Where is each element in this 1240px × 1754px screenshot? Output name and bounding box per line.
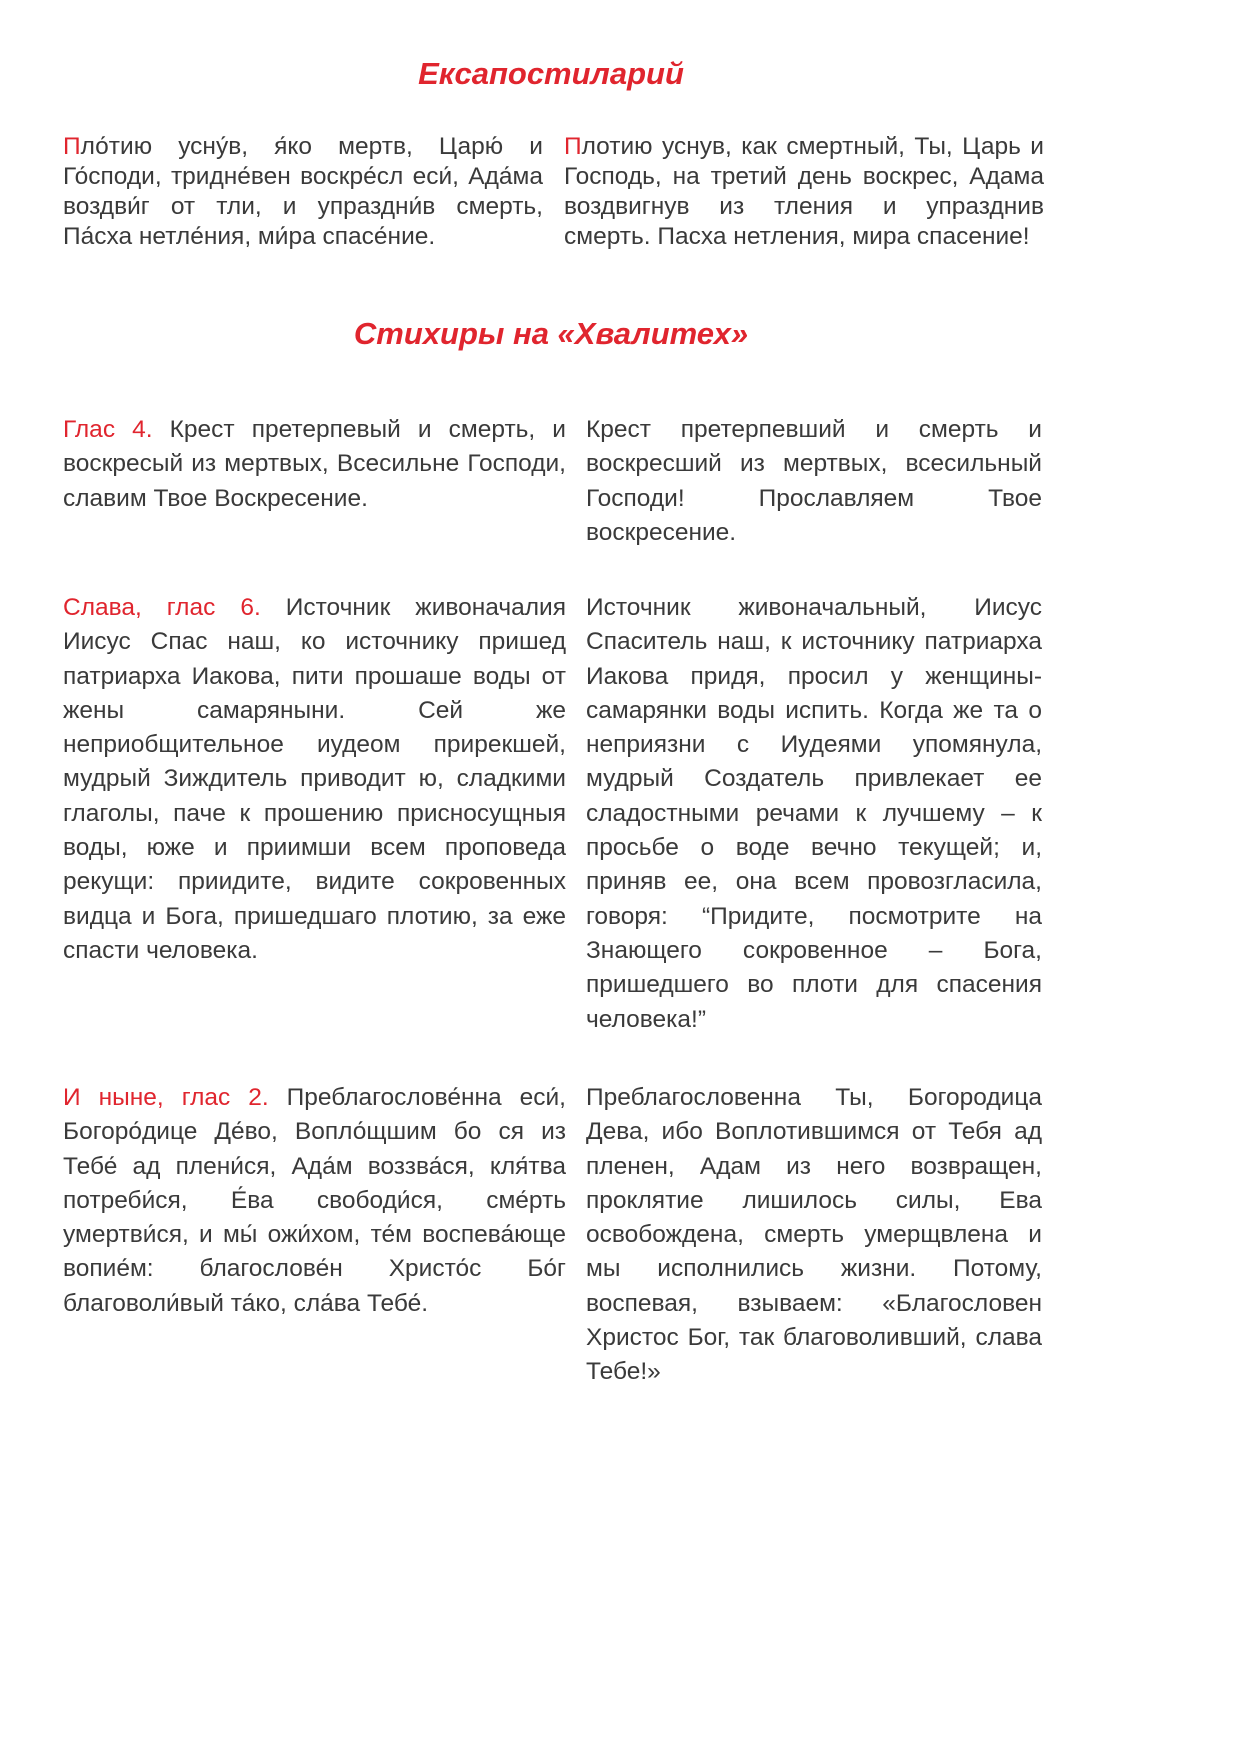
stichera-title: Стихиры на «Хвалитех» <box>353 316 749 351</box>
exapostilarion-russian <box>564 132 1044 252</box>
drop-initial: П <box>564 133 582 160</box>
stichera-block-right <box>586 413 1042 550</box>
stichera-left-text: Источник живоначалия Иисус Спас наш, ко источнику пришед патриарха Иакова, пити прошаше воды от жены самаряныни. Сей же неприобщительное иудеом прирекшей, мудрый Зиждитель приводит ю, сладкими глаголы, паче к прошению присносущныя воды, юже и приимши всем проповеда рекущи: приидите, видите сокровенных видца и Бога, пришедшаго плотию, за еже спасти человека. <box>63 594 566 964</box>
drop-initial: П <box>63 133 81 160</box>
stichera-right-text: Крест претерпевший и смерть и воскресший из мертвых, всесильный Господи! Прославляем Твое воскресение. <box>586 416 1042 546</box>
stichera-left-text: Преблагослове́нна еси́, Богоро́дице Де́во, Вопло́щшим бо ся из Тебе́ ад плени́ся, Ада́м воззва́ся, кля́тва потреби́ся, Е́ва свободи́ся, сме́рть умертви́ся, и мы́ ожи́хом, те́м воспева́юще вопие́м: благослове́н Христо́с Бо́г благоволи́вый та́ко, сла́ва Тебе́. <box>63 1084 566 1317</box>
tone-label: Слава, глас 6. <box>63 594 261 621</box>
stichera-block-right <box>586 591 1042 1037</box>
stichera-block-left <box>63 591 566 968</box>
stichera-right-text: Преблагословенна Ты, Богородица Дева, ибо Воплотившимся от Тебя ад пленен, Адам из него возвращен, проклятие лишилось силы, Ева освобождена, смерть умерщвлена и мы исполнились жизни. Потому, воспевая, взываем: «Благословен Христос Бог, так благоволивший, слава Тебе!» <box>586 1084 1042 1386</box>
exapostilarion-right-text: лотию уснув, как смертный, Ты, Царь и Господь, на третий день воскрес, Адама воздвигнув из тления и упразднив смерть. Пасха нетления, мира спасение! <box>564 133 1044 250</box>
stichera-block-left <box>63 413 566 516</box>
exapostilarion-left-text: ло́тию усну́в, я́ко мертв, Царю́ и Го́споди, тридне́вен воскре́сл еси́, Ада́ма воздви́г от тли, и упраздни́в смерть, Па́сха нетле́ния, ми́ра спасе́ние. <box>63 133 543 250</box>
stichera-block-left <box>63 1081 566 1321</box>
exapostilarion-church-slavonic <box>63 132 543 252</box>
stichera-block-right <box>586 1081 1042 1390</box>
exapostilarion-title: Ексапостиларий <box>418 56 684 91</box>
stichera-left-text: Крест претерпевый и смерть, и воскресый из мертвых, Всесильне Господи, славим Твое Воскресение. <box>63 416 566 512</box>
stichera-right-text: Источник живоначальный, Иисус Спаситель наш, к источнику патриарха Иакова придя, просил у женщины-самарянки воды испить. Когда же та о неприязни с Иудеями упомянула, мудрый Создатель привлекает ее сладостными речами к лучшему – к просьбе о воде вечно текущей; и, приняв ее, она всем провозгласила, говоря: “Придите, посмотрите на Знающего сокровенное – Бога, пришедшего во плоти для спасения человека!” <box>586 594 1042 1033</box>
tone-label: Глас 4. <box>63 416 153 443</box>
tone-label: И ныне, глас 2. <box>63 1084 269 1111</box>
